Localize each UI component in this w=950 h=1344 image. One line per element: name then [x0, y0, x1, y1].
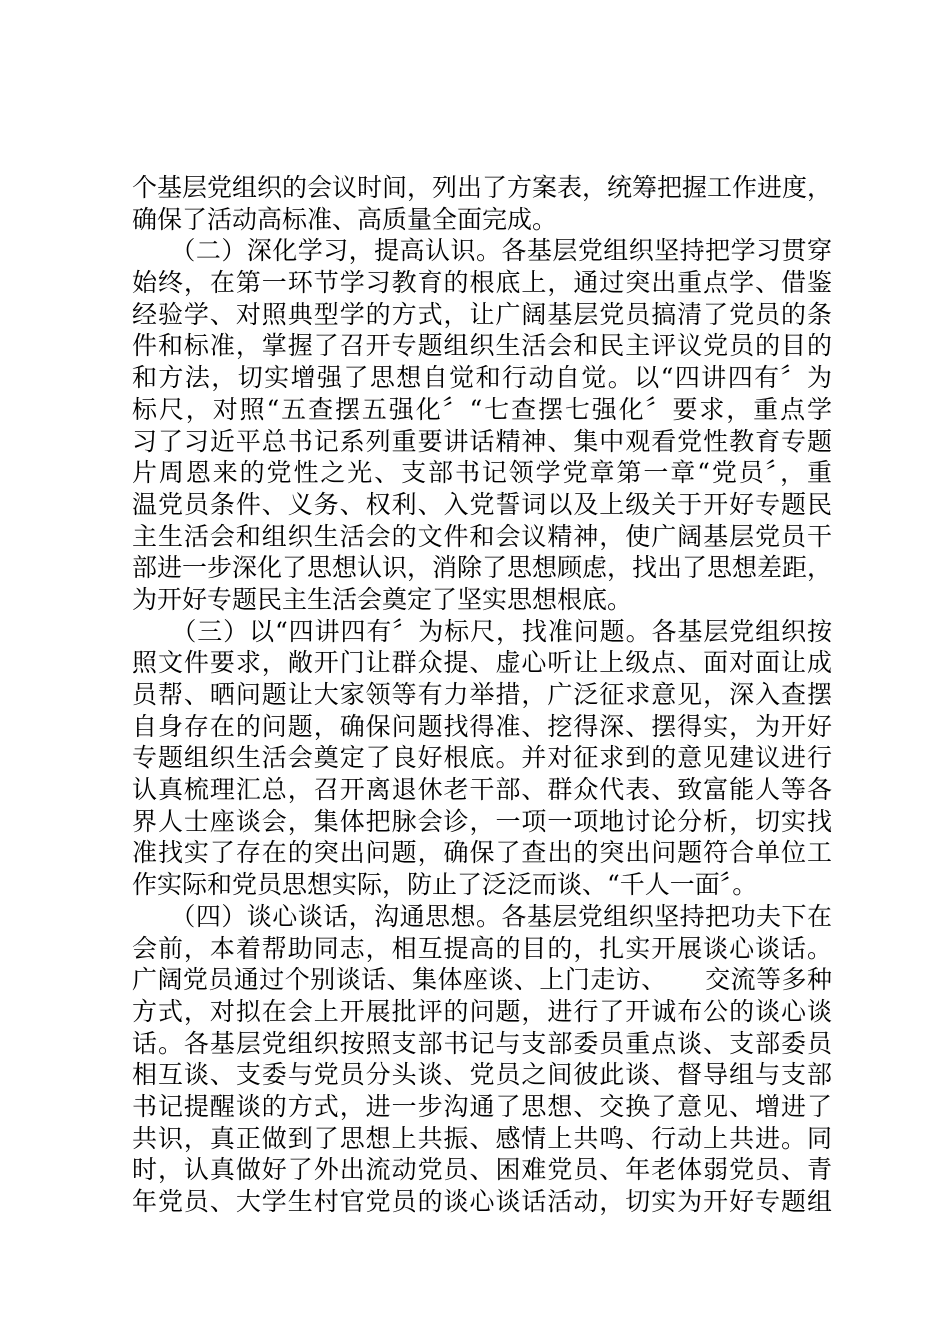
- text-line: 广阔党员通过个别谈话、集体座谈、上门走访、 交流等多种: [132, 965, 832, 995]
- text-line: 标尺，对照“五查摆五强化〞“七查摆七强化〞要求，重点学: [132, 394, 832, 424]
- text-line: 作实际和党员思想实际，防止了泛泛而谈、“千人一面〞。: [132, 870, 758, 900]
- text-line: 自身存在的问题，确保问题找得准、挖得深、摆得实，为开好: [132, 711, 832, 741]
- text-line: 相互谈、支委与党员分头谈、党员之间彼此谈、督导组与支部: [132, 1060, 832, 1090]
- text-line: 始终，在第一环节学习教育的根底上，通过突出重点学、借鉴: [132, 268, 832, 298]
- text-line: 确保了活动高标准、高质量全面完成。: [132, 204, 558, 234]
- text-line: 习了习近平总书记系列重要讲话精神、集中观看党性教育专题: [132, 426, 832, 456]
- text-line: 共识，真正做到了思想上共振、感情上共鸣、行动上共进。同: [132, 1123, 832, 1153]
- text-line: 部进一步深化了思想认识，消除了思想顾虑，找出了思想差距，: [132, 553, 832, 583]
- text-line: 时，认真做好了外出流动党员、困难党员、年老体弱党员、青: [132, 1155, 832, 1185]
- text-line: 方式，对拟在会上开展批评的问题，进行了开诚布公的谈心谈: [132, 996, 832, 1026]
- text-line: 照文件要求，敞开门让群众提、虚心听让上级点、面对面让成: [132, 648, 832, 678]
- text-line: 经验学、对照典型学的方式，让广阔基层党员搞清了党员的条: [132, 299, 832, 329]
- text-line: 书记提醒谈的方式，进一步沟通了思想、交换了意见、增进了: [132, 1091, 832, 1121]
- text-line: 认真梳理汇总，召开离退休老干部、群众代表、致富能人等各: [132, 775, 832, 805]
- text-line: （四）谈心谈话，沟通思想。各基层党组织坚持把功夫下在: [132, 901, 832, 931]
- text-line: 温党员条件、义务、权利、入党誓词以及上级关于开好专题民: [132, 489, 832, 519]
- document-body: [132, 172, 832, 1218]
- text-line: 话。各基层党组织按照支部书记与支部委员重点谈、支部委员: [132, 1028, 832, 1058]
- text-line: 主生活会和组织生活会的文件和会议精神，使广阔基层党员干: [132, 521, 832, 551]
- text-line: 专题组织生活会奠定了良好根底。并对征求到的意见建议进行: [132, 743, 832, 773]
- text-line: 准找实了存在的突出问题，确保了查出的突出问题符合单位工: [132, 838, 832, 868]
- text-line: 个基层党组织的会议时间，列出了方案表，统筹把握工作进度，: [132, 173, 832, 202]
- text-line: 片周恩来的党性之光、支部书记领学党章第一章“党员〞，重: [132, 458, 832, 488]
- text-line: 年党员、大学生村官党员的谈心谈话活动，切实为开好专题组: [132, 1187, 832, 1216]
- text-line: （三）以“四讲四有〞为标尺，找准问题。各基层党组织按: [132, 616, 832, 646]
- text-line: 界人士座谈会，集体把脉会诊，一项一项地讨论分析，切实找: [132, 806, 832, 836]
- text-line: 会前，本着帮助同志，相互提高的目的，扎实开展谈心谈话。: [132, 933, 832, 963]
- text-line: 员帮、晒问题让大家领等有力举措，广泛征求意见，深入查摆: [132, 680, 832, 709]
- text-line: 为开好专题民主生活会奠定了坚实思想根底。: [132, 584, 633, 614]
- text-line: （二）深化学习，提高认识。各基层党组织坚持把学习贯穿: [132, 236, 832, 266]
- text-line: 件和标准，掌握了召开专题组织生活会和民主评议党员的目的: [132, 331, 832, 361]
- text-line: 和方法，切实增强了思想自觉和行动自觉。以“四讲四有〞为: [132, 363, 832, 393]
